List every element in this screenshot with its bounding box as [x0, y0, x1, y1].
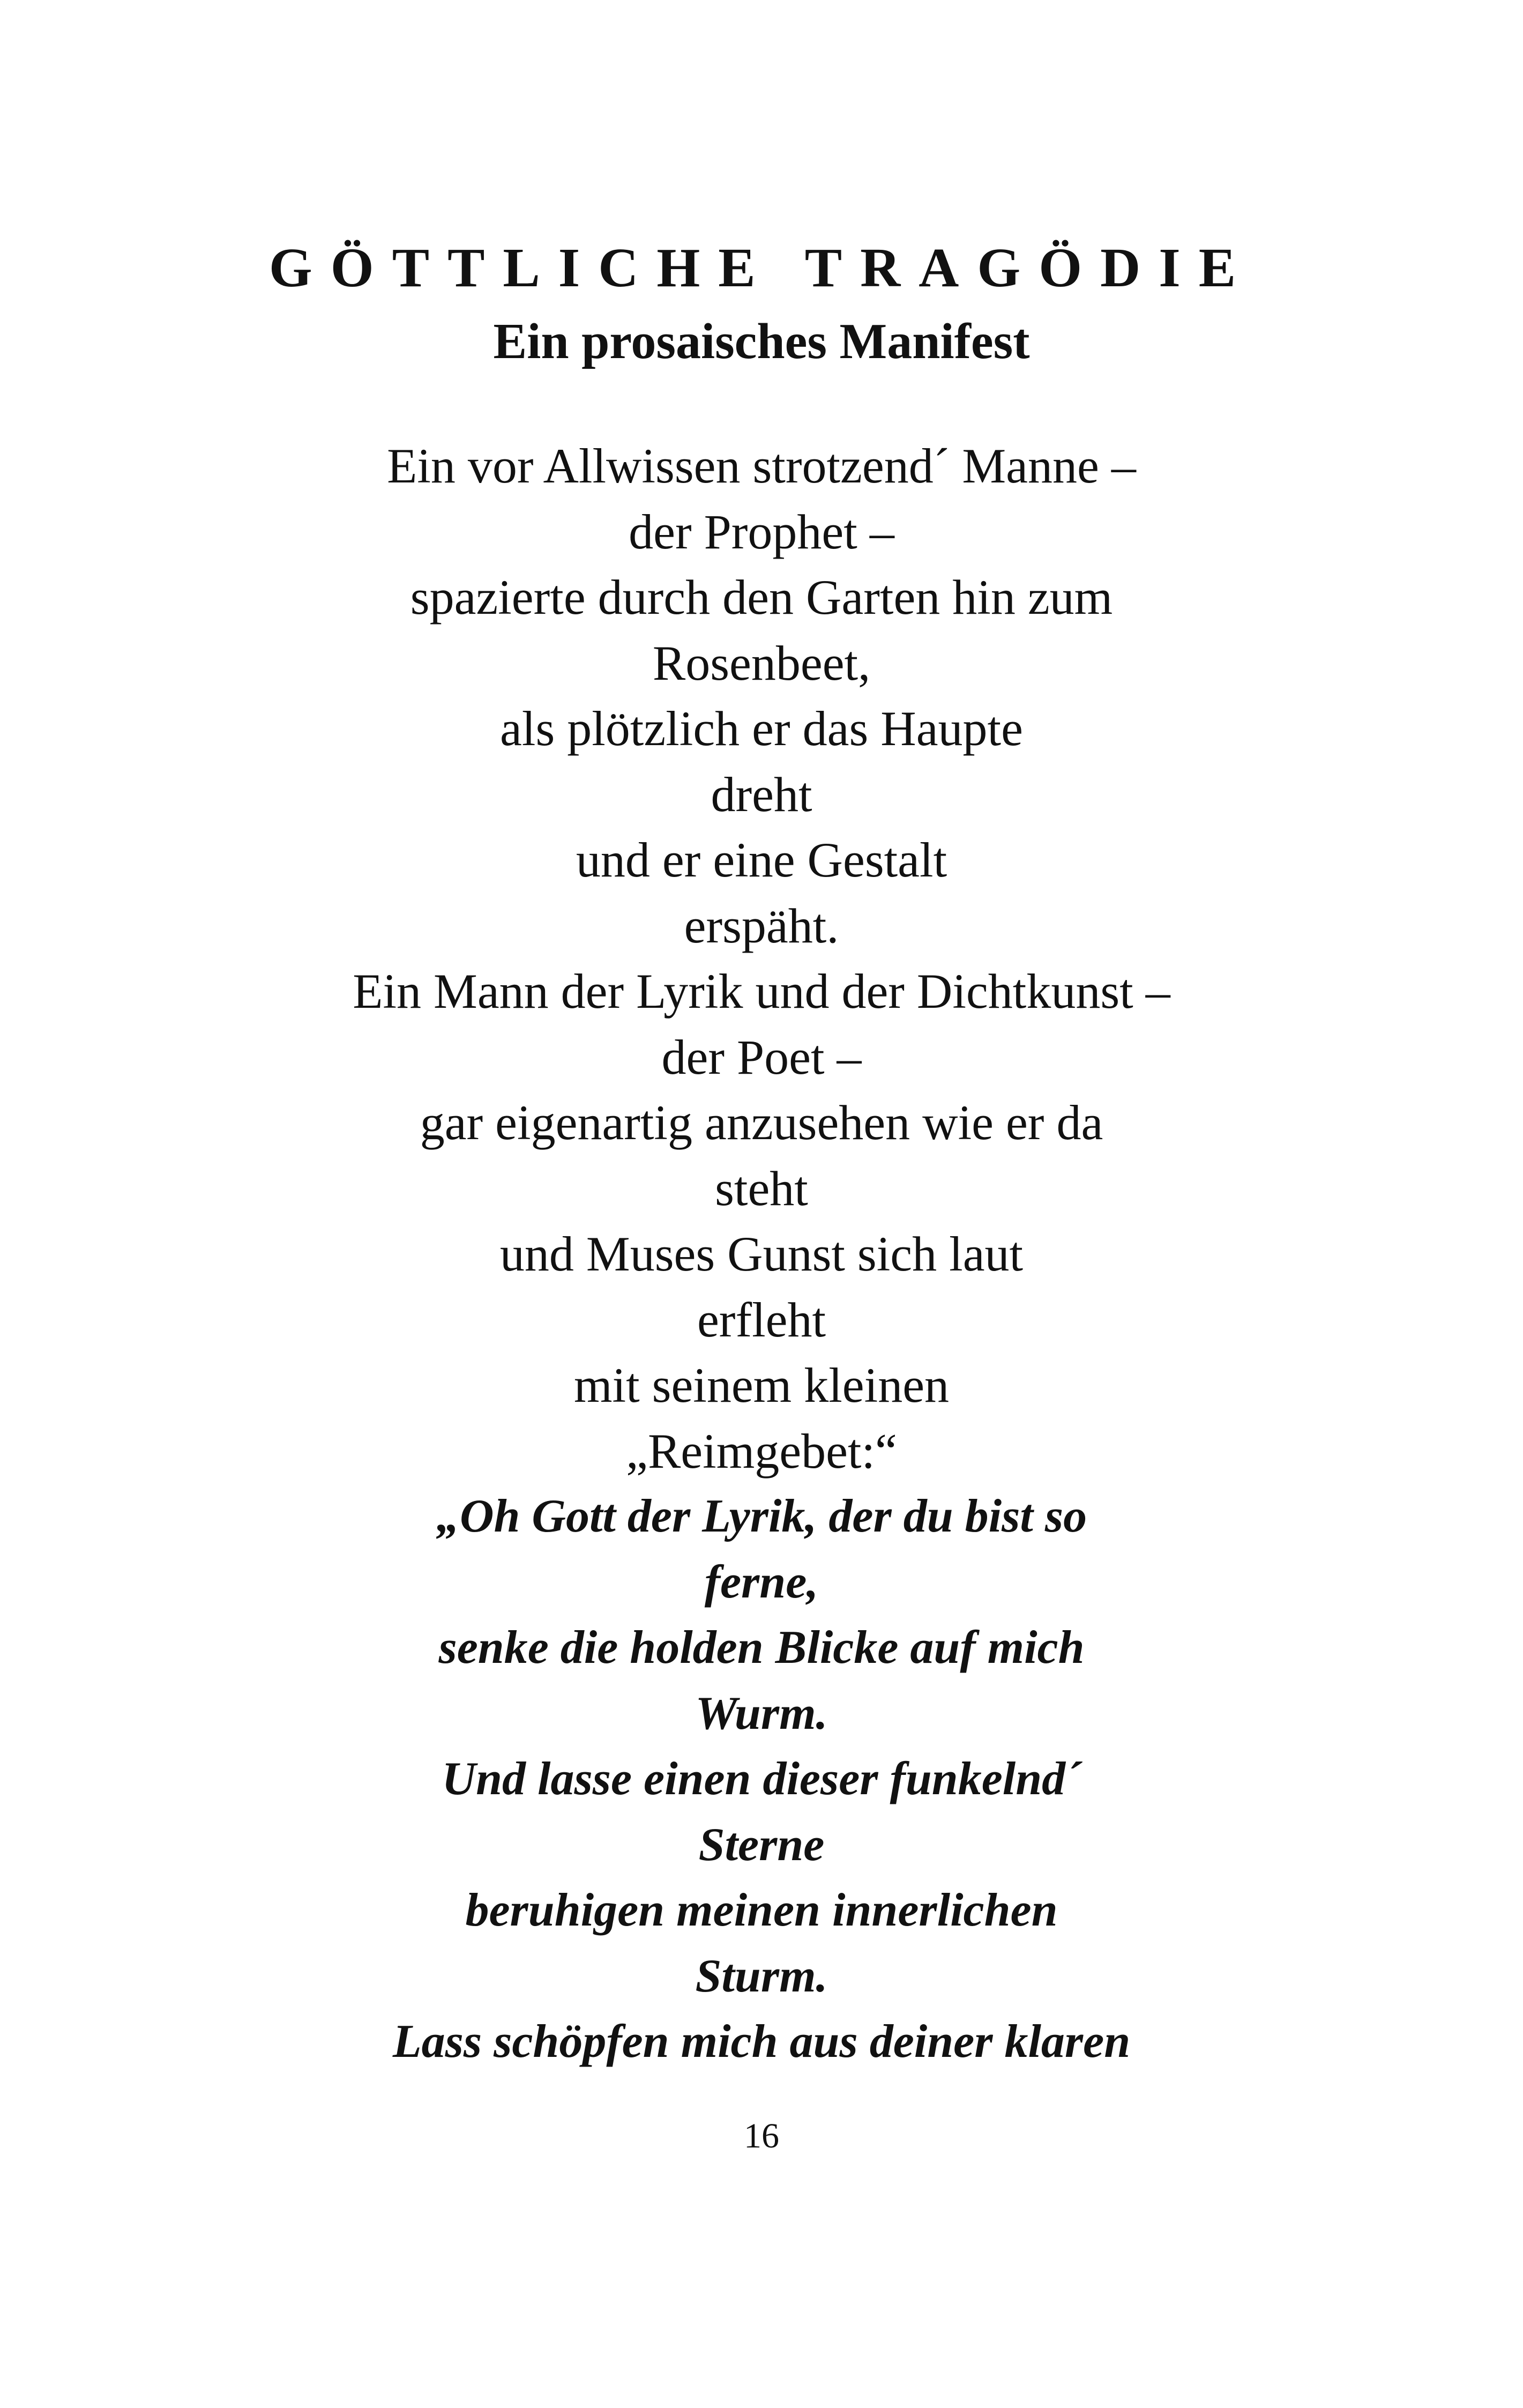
prayer-line: ferne,	[704, 1556, 819, 1608]
prayer-line: senke die holden Blicke auf mich	[438, 1622, 1085, 1674]
prayer-line: „Oh Gott der Lyrik, der du bist so	[436, 1490, 1087, 1542]
verse-line: dreht	[711, 767, 812, 822]
verse-line: und Muses Gunst sich laut	[499, 1227, 1024, 1281]
poem-body	[0, 433, 1523, 2075]
verse-line: als plötzlich er das Haupte	[500, 701, 1023, 756]
verse-line: der Prophet –	[629, 504, 894, 559]
verse-line: spazierte durch den Garten hin zum	[410, 570, 1113, 625]
verse-line: Ein Mann der Lyrik und der Dichtkunst –	[353, 964, 1170, 1019]
verse-line: Ein vor Allwissen strotzend´ Manne –	[387, 439, 1136, 493]
verse-line: erfleht	[697, 1292, 826, 1347]
prayer-line: Lass schöpfen mich aus deiner klaren	[392, 2016, 1131, 2068]
prayer-line: Sterne	[698, 1818, 825, 1871]
prayer-line: Wurm.	[695, 1687, 828, 1740]
verse-line: und er eine Gestalt	[576, 833, 947, 887]
prayer-line: Und lasse einen dieser funkelnd´	[442, 1753, 1081, 1805]
verse-line: gar eigenartig anzusehen wie er da	[420, 1095, 1103, 1150]
verse-line: „Reimgebet:“	[626, 1423, 897, 1478]
verse-line: Rosenbeet,	[652, 635, 871, 690]
prayer-line: Sturm.	[695, 1950, 828, 2002]
poem-subtitle: Ein prosaisches Manifest	[493, 314, 1030, 369]
verse-line: steht	[715, 1161, 808, 1216]
poem-title: GÖTTLICHE TRAGÖDIE	[268, 237, 1255, 299]
page-number: 16	[744, 2116, 779, 2156]
verse-line: der Poet –	[661, 1029, 862, 1084]
prayer-line: beruhigen meinen innerlichen	[465, 1884, 1058, 1936]
verse-line: mit seinem kleinen	[573, 1358, 950, 1413]
verse-line: erspäht.	[684, 898, 839, 953]
